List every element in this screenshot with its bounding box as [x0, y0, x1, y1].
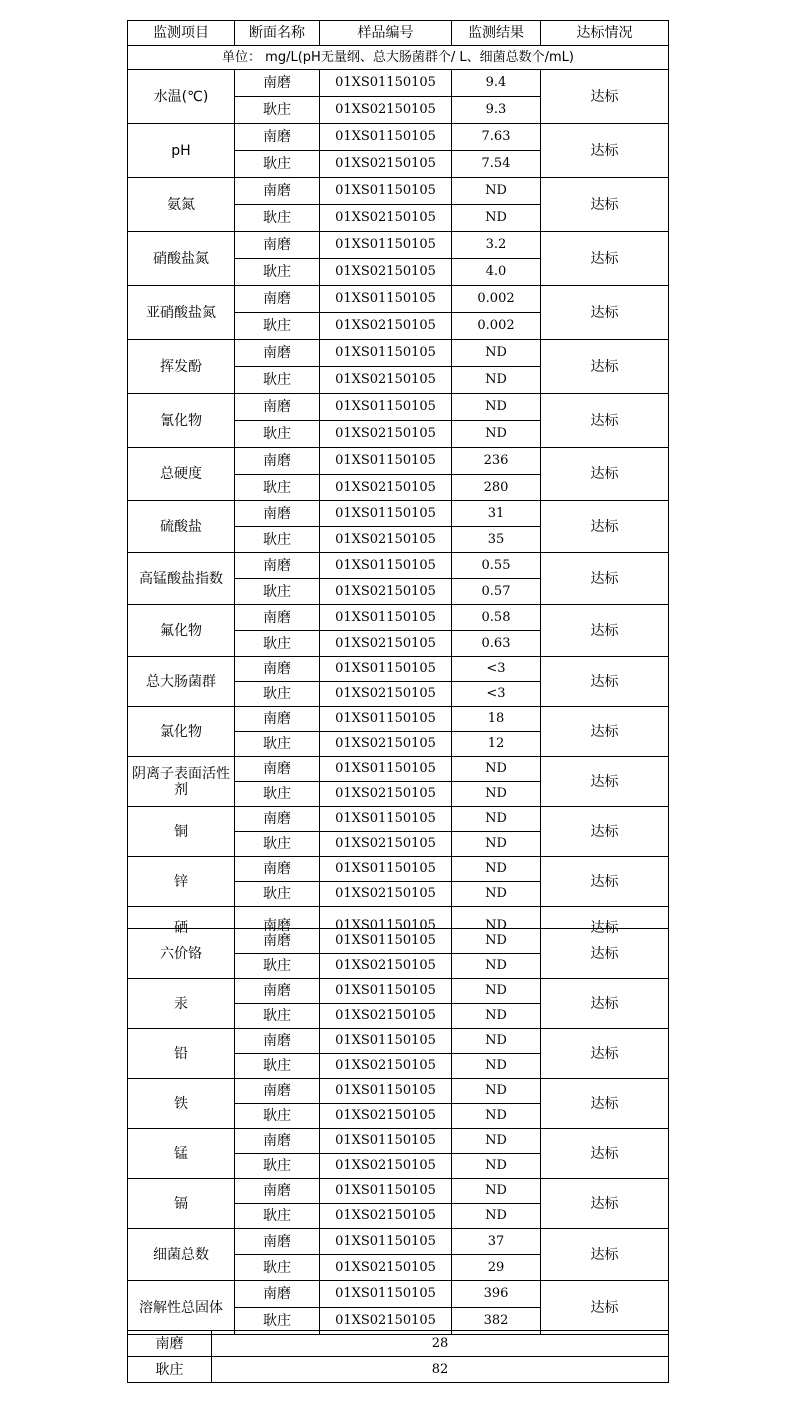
- status-value: 达标: [541, 1129, 669, 1179]
- result-value: ND: [452, 882, 541, 907]
- status-value: 达标: [541, 286, 669, 340]
- section-name: 耿庄: [235, 1255, 320, 1281]
- table-row: [128, 1079, 669, 1104]
- section-name: 南磨: [235, 1079, 320, 1104]
- item-name: 高锰酸盐指数: [128, 553, 235, 605]
- item-name: 阴离子表面活性剂: [128, 757, 235, 807]
- sample-id: 01XS02150105: [320, 151, 452, 178]
- status-value: 达标: [541, 124, 669, 178]
- result-value: <3: [452, 682, 541, 707]
- section-name: 耿庄: [235, 367, 320, 394]
- status-value: 达标: [541, 340, 669, 394]
- sample-id: 01XS02150105: [320, 421, 452, 448]
- result-value: 35: [452, 527, 541, 553]
- status-value: 达标: [541, 757, 669, 807]
- result-value: ND: [452, 1079, 541, 1104]
- result-value: 4.0: [452, 259, 541, 286]
- section-name: 南磨: [235, 501, 320, 527]
- result-value: ND: [452, 1129, 541, 1154]
- monitoring-table-part1: [127, 20, 669, 944]
- result-value: 0.002: [452, 286, 541, 313]
- sample-id: 01XS01150105: [320, 1281, 452, 1308]
- sample-id: 01XS02150105: [320, 631, 452, 657]
- sample-id: 01XS02150105: [320, 579, 452, 605]
- table-row: [128, 448, 669, 475]
- result-value: ND: [452, 782, 541, 807]
- table-row: [128, 1029, 669, 1054]
- summary-label: 南磨: [128, 1331, 212, 1357]
- sample-id: 01XS01150105: [320, 807, 452, 832]
- result-value: 29: [452, 1255, 541, 1281]
- item-name: 细菌总数: [128, 1229, 235, 1281]
- table-row: [128, 1179, 669, 1204]
- table-row: [128, 340, 669, 367]
- sample-id: 01XS01150105: [320, 929, 452, 954]
- section-name: 耿庄: [235, 475, 320, 501]
- sample-id: 01XS02150105: [320, 527, 452, 553]
- summary-label: 耿庄: [128, 1357, 212, 1383]
- section-name: 南磨: [235, 1229, 320, 1255]
- table-row: [128, 553, 669, 579]
- sample-id: 01XS01150105: [320, 232, 452, 259]
- result-value: ND: [452, 367, 541, 394]
- table-row: [128, 286, 669, 313]
- sample-id: 01XS01150105: [320, 178, 452, 205]
- sample-id: 01XS02150105: [320, 205, 452, 232]
- section-name: 耿庄: [235, 313, 320, 340]
- sample-id: 01XS01150105: [320, 907, 452, 945]
- sample-id: 01XS01150105: [320, 1129, 452, 1154]
- result-value: ND: [452, 1179, 541, 1204]
- status-value: 达标: [541, 1281, 669, 1335]
- section-name: 耿庄: [235, 882, 320, 907]
- result-value: ND: [452, 954, 541, 979]
- summary-table: [127, 1330, 669, 1383]
- section-name: 耿庄: [235, 1004, 320, 1029]
- result-value: ND: [452, 929, 541, 954]
- section-name: 南磨: [235, 979, 320, 1004]
- result-value: ND: [452, 979, 541, 1004]
- status-value: 达标: [541, 857, 669, 907]
- section-name: 耿庄: [235, 1054, 320, 1079]
- sample-id: 01XS02150105: [320, 1255, 452, 1281]
- result-value: 37: [452, 1229, 541, 1255]
- result-value: ND: [452, 1154, 541, 1179]
- result-value: ND: [452, 340, 541, 367]
- status-value: 达标: [541, 394, 669, 448]
- item-name: pH: [128, 124, 235, 178]
- section-name: 南磨: [235, 178, 320, 205]
- section-name: 耿庄: [235, 732, 320, 757]
- summary-row: [128, 1331, 669, 1357]
- status-value: 达标: [541, 501, 669, 553]
- item-name: 汞: [128, 979, 235, 1029]
- sample-id: 01XS01150105: [320, 605, 452, 631]
- table-row: [128, 124, 669, 151]
- status-value: 达标: [541, 1229, 669, 1281]
- section-name: 南磨: [235, 757, 320, 782]
- section-name: 耿庄: [235, 259, 320, 286]
- summary-value: 82: [212, 1357, 669, 1383]
- summary-row: [128, 1357, 669, 1383]
- result-value: 396: [452, 1281, 541, 1308]
- item-name: 硒: [128, 907, 235, 945]
- status-value: 达标: [541, 178, 669, 232]
- status-value: 达标: [541, 979, 669, 1029]
- result-value: 0.58: [452, 605, 541, 631]
- table-row: [128, 394, 669, 421]
- result-value: <3: [452, 657, 541, 682]
- item-name: 总大肠菌群: [128, 657, 235, 707]
- section-name: 南磨: [235, 1129, 320, 1154]
- section-name: 耿庄: [235, 97, 320, 124]
- result-value: 236: [452, 448, 541, 475]
- result-value: 18: [452, 707, 541, 732]
- result-value: 9.3: [452, 97, 541, 124]
- item-name: 锰: [128, 1129, 235, 1179]
- result-value: ND: [452, 421, 541, 448]
- section-name: 南磨: [235, 124, 320, 151]
- sample-id: 01XS02150105: [320, 682, 452, 707]
- section-name: 耿庄: [235, 1204, 320, 1229]
- section-name: 耿庄: [235, 631, 320, 657]
- section-name: 南磨: [235, 907, 320, 945]
- section-name: 耿庄: [235, 1154, 320, 1179]
- item-name: 铜: [128, 807, 235, 857]
- item-name: 六价铬: [128, 929, 235, 979]
- status-value: 达标: [541, 70, 669, 124]
- sample-id: 01XS01150105: [320, 1229, 452, 1255]
- section-name: 耿庄: [235, 1104, 320, 1129]
- result-value: ND: [452, 757, 541, 782]
- item-name: 氟化物: [128, 605, 235, 657]
- section-name: 耿庄: [235, 782, 320, 807]
- sample-id: 01XS01150105: [320, 70, 452, 97]
- sample-id: 01XS02150105: [320, 1308, 452, 1335]
- item-name: 铅: [128, 1029, 235, 1079]
- result-value: ND: [452, 1054, 541, 1079]
- section-name: 南磨: [235, 286, 320, 313]
- sample-id: 01XS02150105: [320, 313, 452, 340]
- table-row: [128, 707, 669, 732]
- section-name: 南磨: [235, 553, 320, 579]
- status-value: 达标: [541, 707, 669, 757]
- sample-id: 01XS01150105: [320, 1029, 452, 1054]
- table-row: [128, 1281, 669, 1308]
- table-row: [128, 1129, 669, 1154]
- table-row: [128, 857, 669, 882]
- status-value: 达标: [541, 807, 669, 857]
- section-name: 耿庄: [235, 205, 320, 232]
- section-name: 南磨: [235, 232, 320, 259]
- result-value: 7.54: [452, 151, 541, 178]
- section-name: 南磨: [235, 807, 320, 832]
- result-value: 0.63: [452, 631, 541, 657]
- unit-note: 单位： mg/L(pH无量纲、总大肠菌群个/ L、细菌总数个/mL): [128, 46, 669, 70]
- sample-id: 01XS01150105: [320, 124, 452, 151]
- sample-id: 01XS01150105: [320, 1079, 452, 1104]
- table-row: [128, 605, 669, 631]
- result-value: ND: [452, 394, 541, 421]
- result-value: 0.57: [452, 579, 541, 605]
- table-row: [128, 657, 669, 682]
- item-name: 硝酸盐氮: [128, 232, 235, 286]
- status-value: 达标: [541, 232, 669, 286]
- monitoring-table-part2: [127, 928, 669, 1335]
- result-value: 280: [452, 475, 541, 501]
- result-value: 3.2: [452, 232, 541, 259]
- section-name: 南磨: [235, 929, 320, 954]
- result-value: ND: [452, 205, 541, 232]
- header-status: 达标情况: [541, 21, 669, 46]
- result-value: 382: [452, 1308, 541, 1335]
- section-name: 南磨: [235, 394, 320, 421]
- header-result: 监测结果: [452, 21, 541, 46]
- result-value: ND: [452, 1004, 541, 1029]
- result-value: ND: [452, 178, 541, 205]
- header-sample: 样品编号: [320, 21, 452, 46]
- section-name: 南磨: [235, 70, 320, 97]
- sample-id: 01XS01150105: [320, 979, 452, 1004]
- result-value: ND: [452, 857, 541, 882]
- result-value: 9.4: [452, 70, 541, 97]
- status-value: 达标: [541, 605, 669, 657]
- status-value: 达标: [541, 1029, 669, 1079]
- summary-value: 28: [212, 1331, 669, 1357]
- status-value: 达标: [541, 448, 669, 501]
- sample-id: 01XS02150105: [320, 1154, 452, 1179]
- section-name: 南磨: [235, 340, 320, 367]
- sample-id: 01XS01150105: [320, 394, 452, 421]
- section-name: 耿庄: [235, 832, 320, 857]
- unit-row: [128, 46, 669, 70]
- table-row: [128, 178, 669, 205]
- section-name: 耿庄: [235, 682, 320, 707]
- item-name: 溶解性总固体: [128, 1281, 235, 1335]
- sample-id: 01XS01150105: [320, 757, 452, 782]
- item-name: 水温(℃): [128, 70, 235, 124]
- table-row: [128, 70, 669, 97]
- sample-id: 01XS02150105: [320, 782, 452, 807]
- item-name: 氯化物: [128, 707, 235, 757]
- item-name: 亚硝酸盐氮: [128, 286, 235, 340]
- sample-id: 01XS01150105: [320, 501, 452, 527]
- sample-id: 01XS02150105: [320, 1004, 452, 1029]
- status-value: 达标: [541, 907, 669, 945]
- sample-id: 01XS02150105: [320, 1054, 452, 1079]
- sample-id: 01XS01150105: [320, 1179, 452, 1204]
- sample-id: 01XS02150105: [320, 97, 452, 124]
- table-row: [128, 501, 669, 527]
- section-name: 南磨: [235, 1029, 320, 1054]
- section-name: 南磨: [235, 857, 320, 882]
- item-name: 镉: [128, 1179, 235, 1229]
- result-value: ND: [452, 907, 541, 945]
- header-section: 断面名称: [235, 21, 320, 46]
- item-name: 硫酸盐: [128, 501, 235, 553]
- section-name: 耿庄: [235, 1308, 320, 1335]
- result-value: 7.63: [452, 124, 541, 151]
- status-value: 达标: [541, 657, 669, 707]
- section-name: 耿庄: [235, 421, 320, 448]
- item-name: 挥发酚: [128, 340, 235, 394]
- sample-id: 01XS02150105: [320, 954, 452, 979]
- sample-id: 01XS02150105: [320, 259, 452, 286]
- header-row: [128, 21, 669, 46]
- status-value: 达标: [541, 553, 669, 605]
- section-name: 南磨: [235, 657, 320, 682]
- item-name: 铁: [128, 1079, 235, 1129]
- sample-id: 01XS01150105: [320, 657, 452, 682]
- sample-id: 01XS02150105: [320, 475, 452, 501]
- sample-id: 01XS01150105: [320, 857, 452, 882]
- status-value: 达标: [541, 1079, 669, 1129]
- sample-id: 01XS02150105: [320, 1104, 452, 1129]
- result-value: 0.55: [452, 553, 541, 579]
- result-value: ND: [452, 1104, 541, 1129]
- header-item: 监测项目: [128, 21, 235, 46]
- sample-id: 01XS01150105: [320, 707, 452, 732]
- sample-id: 01XS01150105: [320, 340, 452, 367]
- item-name: 氰化物: [128, 394, 235, 448]
- section-name: 耿庄: [235, 151, 320, 178]
- result-value: 0.002: [452, 313, 541, 340]
- section-name: 南磨: [235, 1281, 320, 1308]
- status-value: 达标: [541, 1179, 669, 1229]
- result-value: ND: [452, 807, 541, 832]
- status-value: 达标: [541, 929, 669, 979]
- table-row: [128, 1229, 669, 1255]
- item-name: 锌: [128, 857, 235, 907]
- table-row: [128, 979, 669, 1004]
- table-row: [128, 232, 669, 259]
- sample-id: 01XS01150105: [320, 286, 452, 313]
- section-name: 南磨: [235, 605, 320, 631]
- sample-id: 01XS02150105: [320, 732, 452, 757]
- section-name: 耿庄: [235, 579, 320, 605]
- section-name: 耿庄: [235, 527, 320, 553]
- sample-id: 01XS02150105: [320, 367, 452, 394]
- item-name: 氨氮: [128, 178, 235, 232]
- sample-id: 01XS02150105: [320, 1204, 452, 1229]
- sample-id: 01XS02150105: [320, 832, 452, 857]
- section-name: 耿庄: [235, 954, 320, 979]
- section-name: 南磨: [235, 448, 320, 475]
- result-value: 12: [452, 732, 541, 757]
- result-value: ND: [452, 1204, 541, 1229]
- sample-id: 01XS01150105: [320, 448, 452, 475]
- table-row: [128, 929, 669, 954]
- result-value: ND: [452, 1029, 541, 1054]
- table-row: [128, 807, 669, 832]
- result-value: ND: [452, 832, 541, 857]
- item-name: 总硬度: [128, 448, 235, 501]
- section-name: 南磨: [235, 707, 320, 732]
- sample-id: 01XS02150105: [320, 882, 452, 907]
- table-row: [128, 757, 669, 782]
- section-name: 南磨: [235, 1179, 320, 1204]
- sample-id: 01XS01150105: [320, 553, 452, 579]
- result-value: 31: [452, 501, 541, 527]
